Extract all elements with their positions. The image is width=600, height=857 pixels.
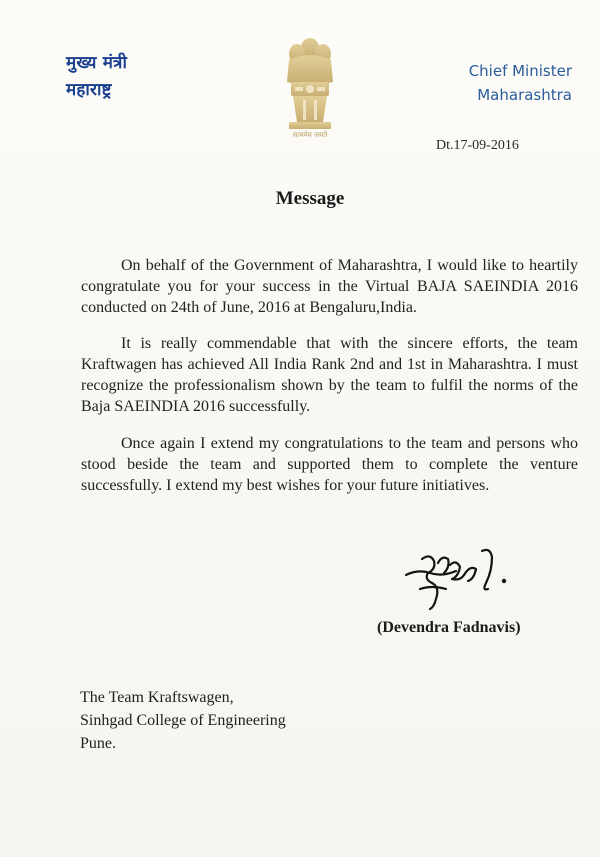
message-heading: Message: [275, 188, 345, 209]
message-paragraph-1: On behalf of the Government of Maharashtra, I would like to heartily congratulate you for your success in the Virtual BAJA SAEINDIA 2016 conducted on 24th of June, 2016 at Bengaluru,India.: [81, 257, 578, 316]
english-title-line1: Chief Minister: [468, 62, 572, 80]
address-line1: The Team Kraftswagen,: [80, 689, 234, 706]
handwritten-signature: [400, 545, 522, 617]
emblem-motto: सत्यमेव जयते: [292, 131, 328, 139]
english-letterhead-title: [446, 60, 572, 107]
hindi-letterhead-title: [66, 50, 127, 104]
message-paragraph-2: It is really commendable that with the sincere efforts, the team Kraftwagen has achieved All India Rank 2nd and 1st in Maharashtra. I must recognize the professionalism shown by the team to fulfil the norms of the Baja SAEINDIA 2016 successfully.: [81, 335, 578, 415]
address-line3: Pune.: [80, 735, 116, 752]
message-paragraph-3: Once again I extend my congratulations to the team and persons who stood beside the team and supported them to complete the venture successfully. I extend my best wishes for your future initiatives.: [81, 435, 578, 494]
signer-name: (Devendra Fadnavis): [377, 619, 521, 636]
letter-date: Dt.17-09-2016: [436, 138, 519, 153]
recipient-address: [80, 686, 286, 755]
hindi-title-line1: मुख्य मंत्री: [66, 53, 128, 73]
english-title-line2: Maharashtra: [477, 85, 572, 104]
hindi-title-line2: महाराष्ट्र: [66, 80, 112, 101]
address-line2: Sinhgad College of Engineering: [80, 712, 286, 729]
